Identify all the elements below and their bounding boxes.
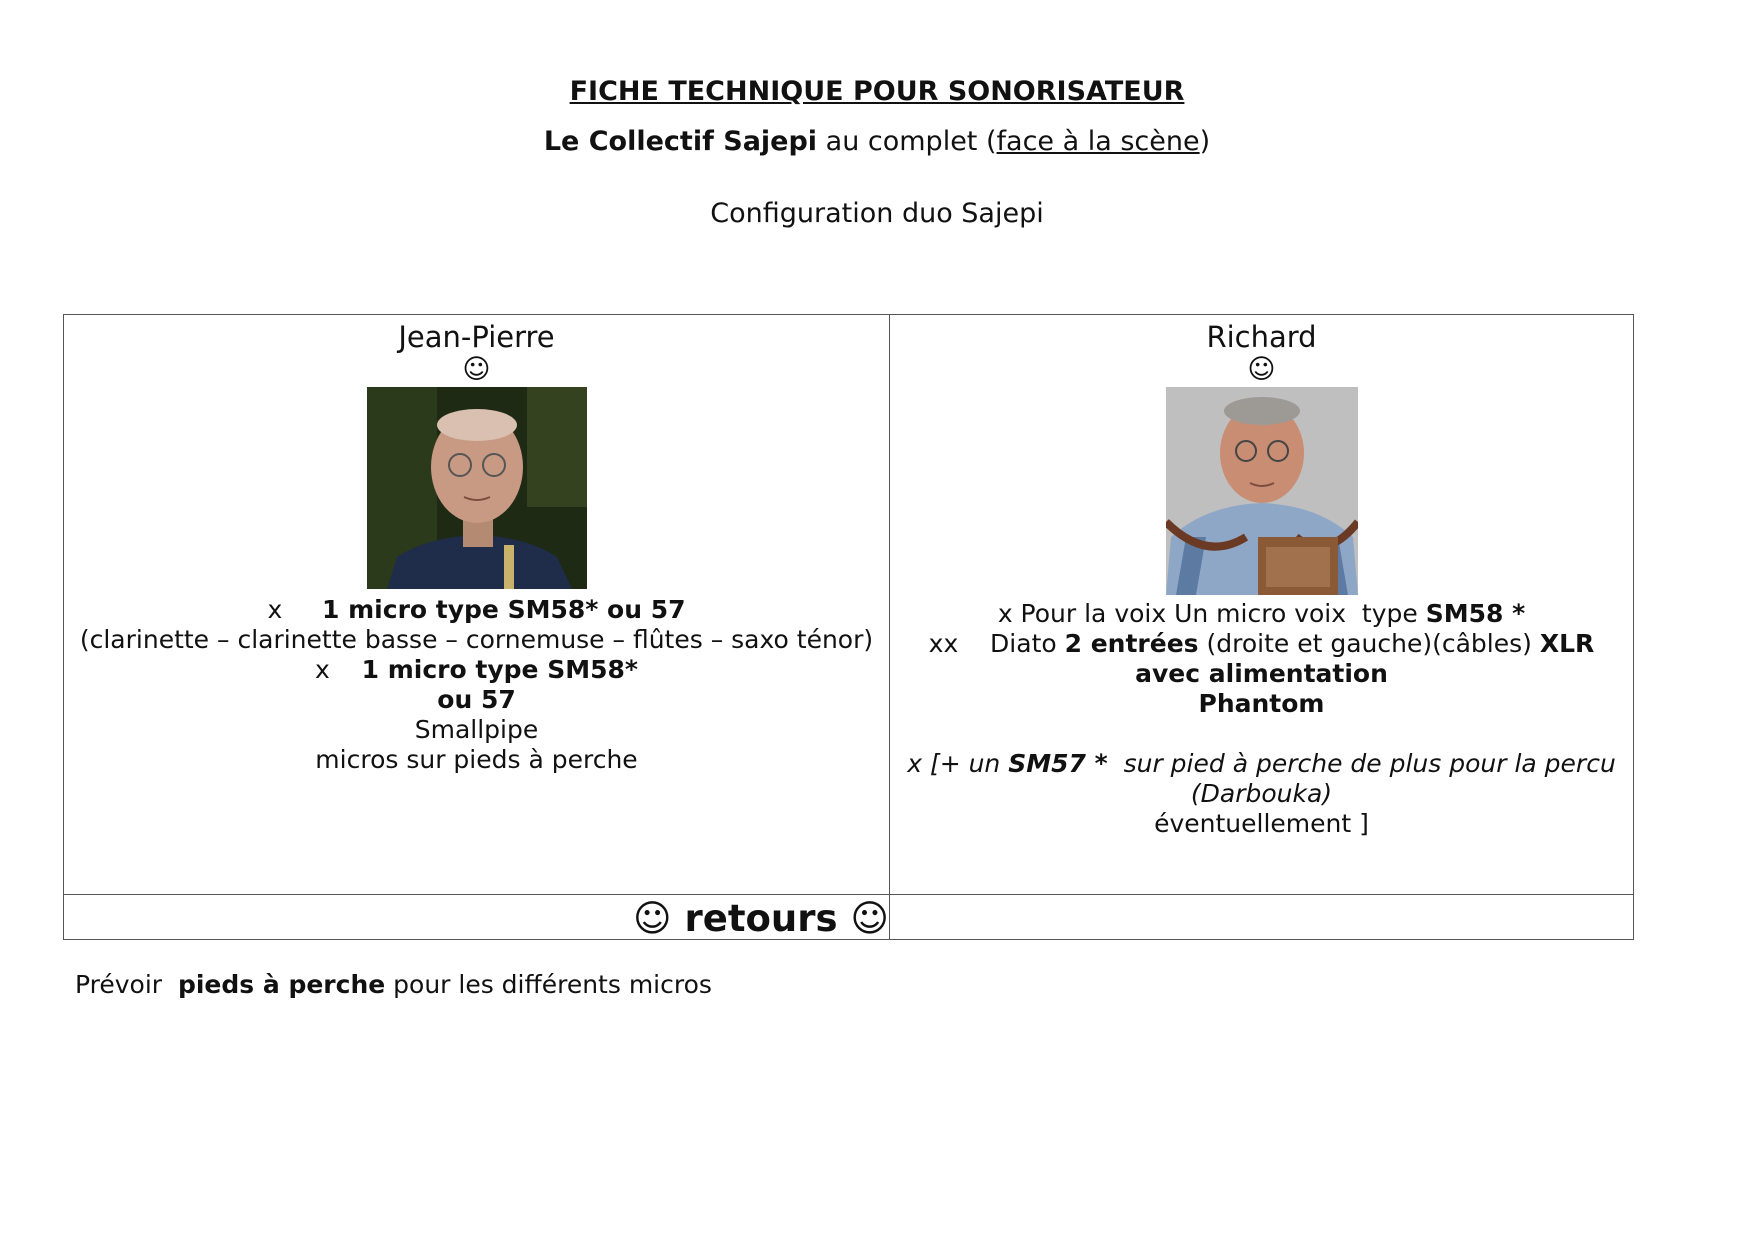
right-line-2-bold: 2 entrées	[1064, 629, 1199, 658]
right-line-5-a: x [+ un	[907, 749, 1009, 778]
footer-suffix: pour les différents micros	[385, 970, 712, 999]
cell-richard	[890, 315, 1633, 894]
right-line-4: Phantom	[1198, 689, 1325, 718]
left-line-3-bold: 1 micro type SM58*	[361, 655, 638, 684]
retours-label: ☺ retours ☺	[633, 897, 889, 940]
smiley-icon: ☺	[1247, 354, 1276, 385]
right-line-1-bold: SM58 *	[1425, 599, 1526, 628]
musician-name: Jean-Pierre	[398, 320, 555, 354]
left-line-2: (clarinette – clarinette basse – cornemuse – flûtes – saxo ténor)	[79, 625, 874, 654]
left-line-6: micros sur pieds à perche	[315, 745, 638, 774]
right-line-1-text: x Pour la voix Un micro voix type	[997, 599, 1426, 628]
portrait-image	[1166, 387, 1358, 595]
cell-jean-pierre	[64, 315, 889, 894]
right-line-5	[890, 749, 1633, 779]
spacer	[890, 719, 1633, 749]
right-line-2-bold2: XLR	[1539, 629, 1595, 658]
row-divider	[64, 894, 1633, 895]
left-line-1-bold: 1 micro type SM58* ou 57	[322, 595, 686, 624]
left-line-5: Smallpipe	[414, 715, 539, 744]
subtitle-end: )	[1199, 126, 1211, 157]
right-line-5-b: sur pied à perche de plus pour la percu	[1107, 749, 1616, 778]
right-line-7: éventuellement ]	[1154, 809, 1369, 838]
right-line-2-prefix: xx Diato	[928, 629, 1065, 658]
left-line-1	[64, 595, 889, 625]
left-line-4: ou 57	[437, 685, 516, 714]
smiley-icon: ☺	[462, 354, 491, 385]
subtitle-mid: au complet (	[817, 126, 997, 157]
page-title	[0, 76, 1754, 107]
left-line-3-prefix: x	[315, 655, 362, 684]
photo-jean-pierre	[367, 387, 587, 589]
collective-name: Le Collectif Sajepi	[543, 126, 818, 157]
footer-bold: pieds à perche	[177, 970, 386, 999]
left-line-3	[64, 655, 889, 685]
tech-table	[63, 314, 1634, 940]
footer-note	[75, 970, 712, 999]
left-line-1-prefix: x	[267, 595, 323, 624]
right-line-5-bold: SM57 *	[1008, 749, 1108, 778]
right-line-6: (Darbouka)	[1190, 779, 1333, 808]
title-text: FICHE TECHNIQUE POUR SONORISATEUR	[569, 76, 1185, 107]
configuration-label: Configuration duo Sajepi	[710, 198, 1044, 229]
portrait-image	[367, 387, 587, 589]
right-line-2-text: (droite et gauche)(câbles)	[1198, 629, 1540, 658]
subtitle-underlined: face à la scène	[996, 126, 1200, 157]
subtitle	[0, 126, 1754, 157]
footer-prefix: Prévoir	[75, 970, 178, 999]
right-line-2	[890, 629, 1633, 659]
musician-name: Richard	[1206, 320, 1317, 354]
photo-richard	[1166, 387, 1358, 595]
right-line-3: avec alimentation	[1135, 659, 1388, 688]
right-line-1	[890, 599, 1633, 629]
